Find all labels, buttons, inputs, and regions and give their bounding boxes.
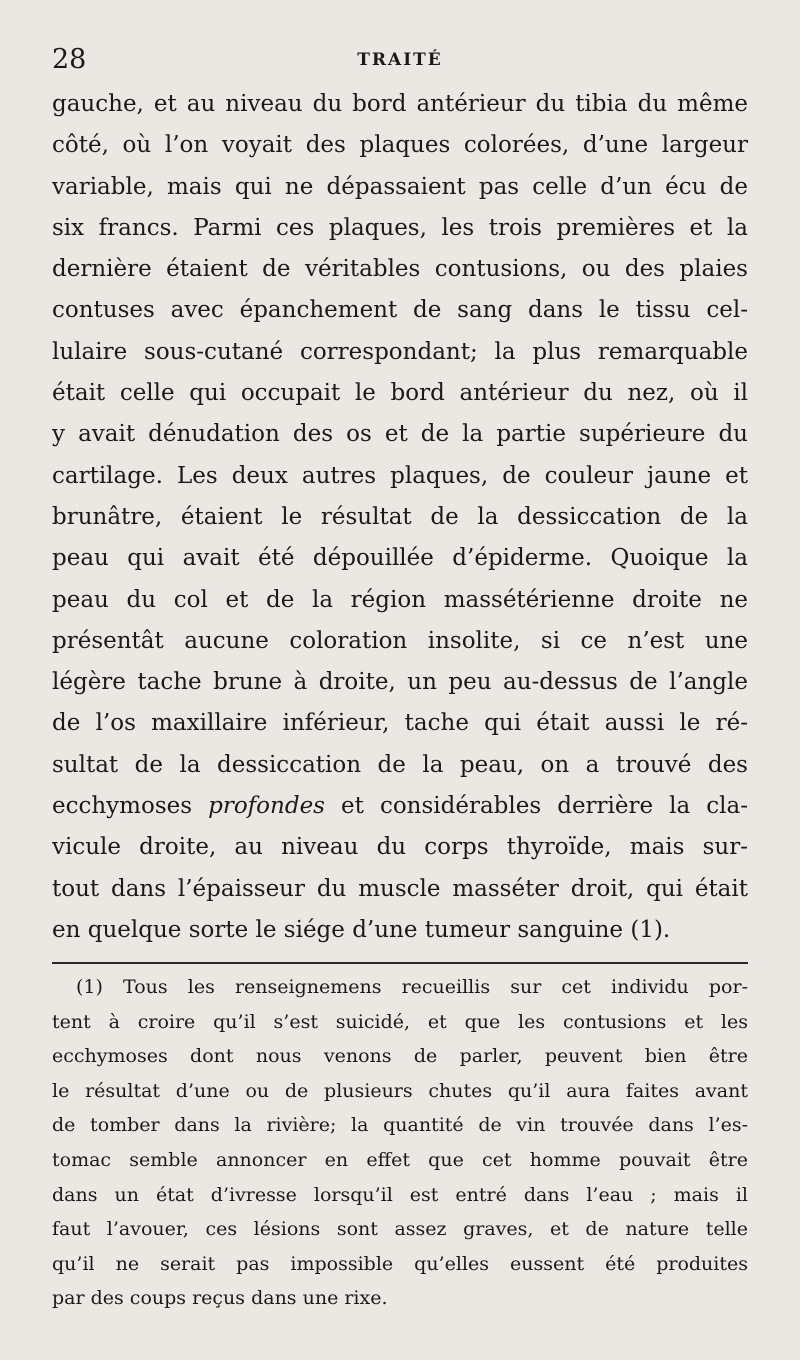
footnote-line: de tomber dans la rivière; la quantité de vin trouvée dans l’es- [52,1114,748,1137]
footnote-line: faut l’avouer, ces lésions sont assez graves, et de nature telle [52,1218,748,1241]
text-line: peau du col et de la région massétérienne droite ne [52,586,748,613]
text-line: variable, mais qui ne dépassaient pas celle d’un écu de [52,173,748,200]
text-line: légère tache brune à droite, un peu au-dessus de l’angle [52,669,748,696]
footnote-line: qu’il ne serait pas impossible qu’elles eussent été produites [52,1252,748,1275]
running-title: TRAITÉ [357,50,443,70]
text-segment: et considérables derrière la cla- [325,793,748,820]
footnote-line: dans un état d’ivresse lorsqu’il est entré dans l’eau ; mais il [52,1183,748,1206]
text-line-with-italic [52,786,748,827]
page-number: 28 [52,44,87,75]
footnote-line: tent à croire qu’il s’est suicidé, et que les contusions et les [52,1010,748,1033]
text-line: tout dans l’épaisseur du muscle masséter droit, qui était [52,875,748,902]
footnote-line: par des coups reçus dans une rixe. [52,1287,388,1310]
text-line: lulaire sous-cutané correspondant; la plus remarquable [52,338,748,365]
text-line: peau qui avait été dépouillée d’épiderme. Quoique la [52,545,748,572]
text-line: brunâtre, étaient le résultat de la dessiccation de la [52,503,748,530]
footnote-rule [52,962,748,964]
footnote-line: tomac semble annoncer en effet que cet homme pouvait être [52,1148,748,1171]
main-text [52,84,748,951]
footnote-line: (1) Tous les renseignemens recueillis sur cet individu por- [76,976,748,998]
italic-word: profondes [208,793,325,820]
footnote-line: ecchymoses dont nous venons de parler, peuvent bien être [52,1045,748,1068]
footnote [52,970,748,1316]
text-line: dernière étaient de véritables contusions, ou des plaies [52,256,748,283]
text-line: était celle qui occupait le bord antérieur du nez, où il [52,380,748,407]
text-line: vicule droite, au niveau du corps thyroïde, mais sur- [52,834,748,861]
text-line: six francs. Parmi ces plaques, les trois premières et la [52,214,748,241]
text-line: contuses avec épanchement de sang dans le tissu cel- [52,297,748,324]
text-line: côté, où l’on voyait des plaques colorées, d’une largeur [52,132,748,159]
text-line: gauche, et au niveau du bord antérieur du tibia du même [52,91,748,117]
text-segment: ecchymoses [52,793,209,820]
text-line: y avait dénudation des os et de la partie supérieure du [52,421,748,448]
text-line: de l’os maxillaire inférieur, tache qui était aussi le ré- [52,710,748,737]
text-line: en quelque sorte le siége d’une tumeur sanguine (1). [52,916,671,943]
footnote-line: le résultat d’une ou de plusieurs chutes qu’il aura faites avant [52,1079,748,1102]
text-line: sultat de la dessiccation de la peau, on a trouvé des [52,751,748,778]
text-line: cartilage. Les deux autres plaques, de couleur jaune et [52,462,748,489]
running-head [52,44,748,76]
text-line: présentât aucune coloration insolite, si ce n’est une [52,627,748,654]
